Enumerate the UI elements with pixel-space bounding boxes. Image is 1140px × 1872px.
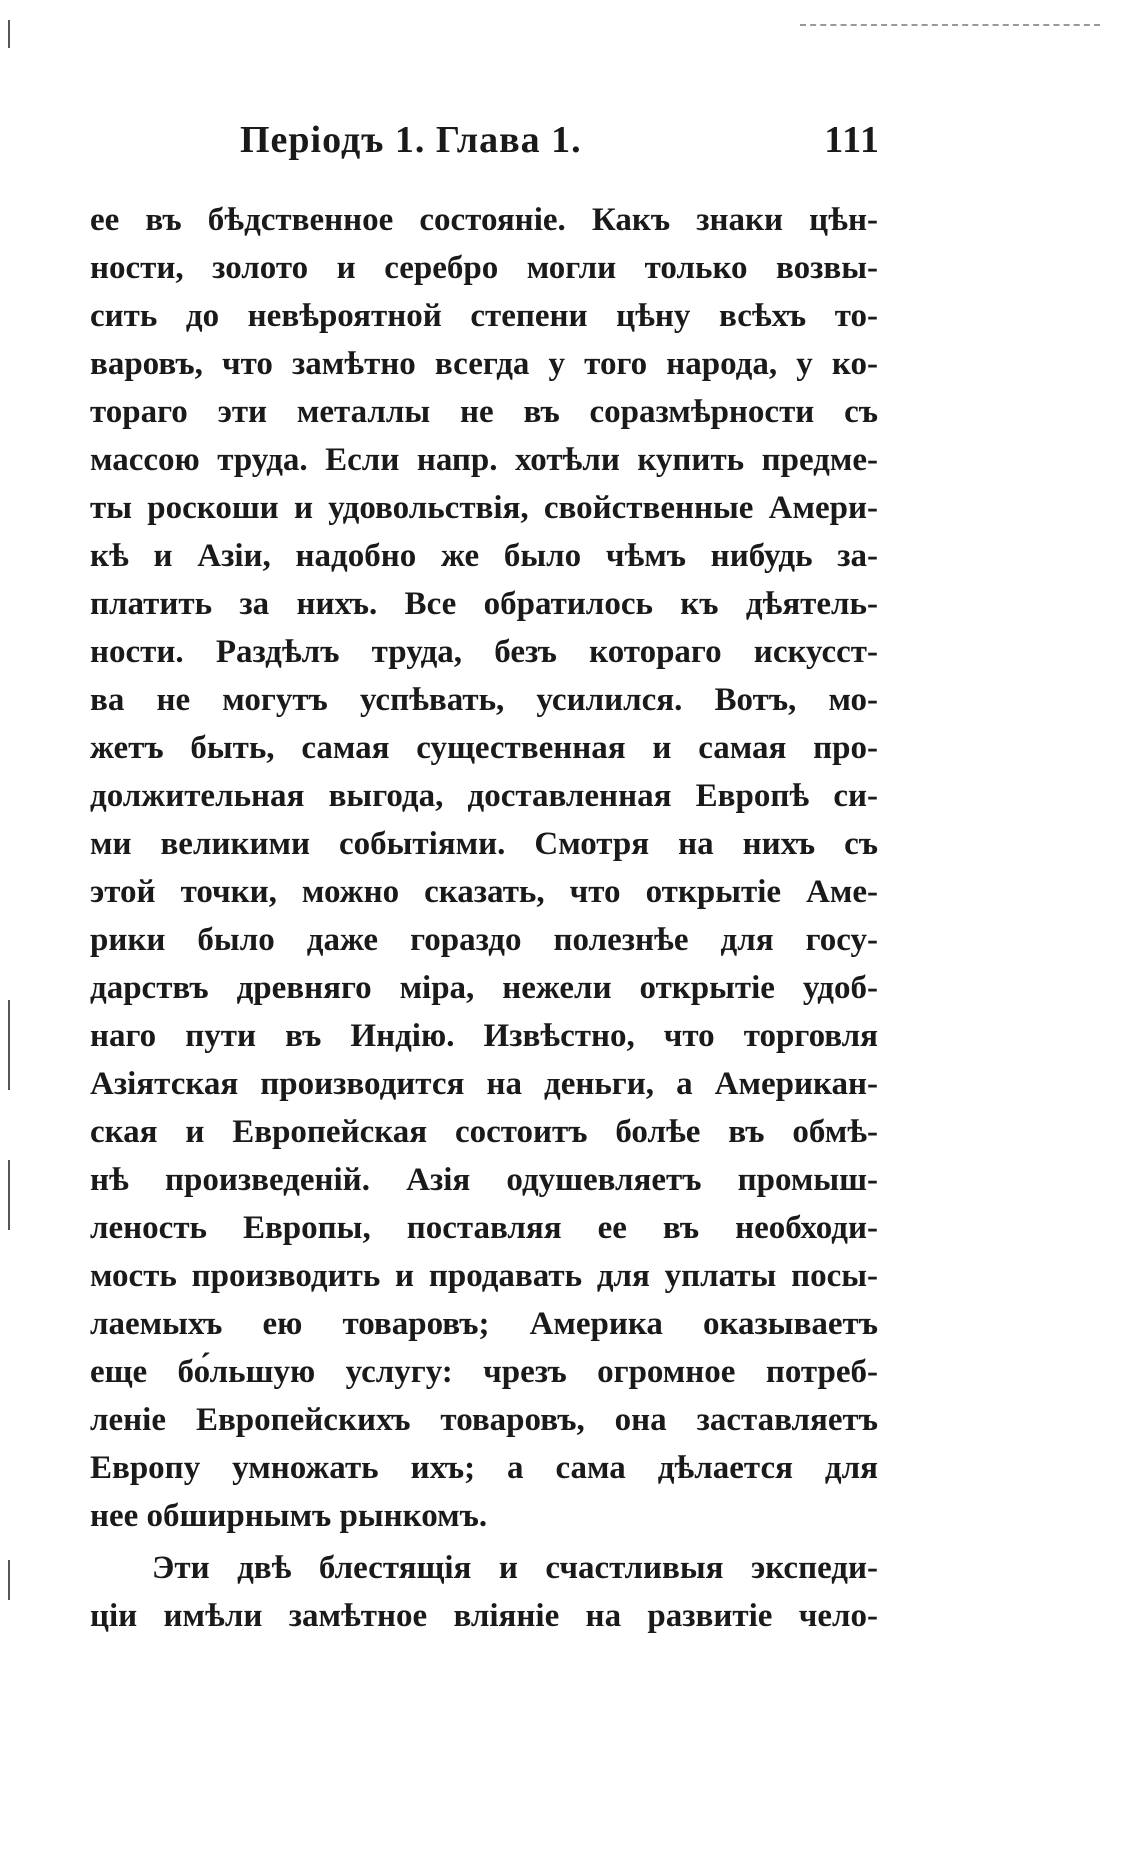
text-line: еще бо́льшую услугу: чрезъ огромное потреб- bbox=[90, 1354, 878, 1390]
paragraph bbox=[90, 196, 878, 1540]
text-line: ности. Раздѣлъ труда, безъ котораго искусст- bbox=[90, 634, 878, 670]
text-line: ва не могутъ успѣвать, усилился. Вотъ, мо- bbox=[90, 682, 878, 718]
text-line: мость производить и продавать для уплаты посы- bbox=[90, 1258, 878, 1294]
text-line: ская и Европейская состоитъ болѣе въ обмѣ- bbox=[90, 1114, 878, 1150]
text-line: ности, золото и серебро могли только возвы- bbox=[90, 250, 878, 286]
text-line: этой точки, можно сказать, что открытіе Аме- bbox=[90, 874, 878, 910]
text-line: ціи имѣли замѣтное вліяніе на развитіе чело- bbox=[90, 1598, 878, 1634]
text-line: Эти двѣ блестящія и счастливыя экспеди- bbox=[152, 1550, 878, 1586]
body-text bbox=[90, 196, 878, 1640]
text-line: дарствъ древняго міра, нежели открытіе удоб- bbox=[90, 970, 878, 1006]
text-line: рики было даже гораздо полезнѣе для госу- bbox=[90, 922, 878, 958]
running-head bbox=[240, 118, 880, 168]
text-line: нее обширнымъ рынкомъ. bbox=[90, 1498, 488, 1534]
text-line: Азіятская производится на деньги, а Американ- bbox=[90, 1066, 878, 1102]
text-line: лаемыхъ ею товаровъ; Америка оказываетъ bbox=[90, 1306, 878, 1342]
scan-edge-mark bbox=[8, 1000, 10, 1090]
text-line: леніе Европейскихъ товаровъ, она заставляетъ bbox=[90, 1402, 878, 1438]
page-number: 111 bbox=[824, 119, 880, 161]
text-line: нѣ произведеній. Азія одушевляетъ промыш- bbox=[90, 1162, 878, 1198]
scan-edge-mark bbox=[8, 1560, 10, 1600]
text-line: массою труда. Если напр. хотѣли купить предме- bbox=[90, 442, 878, 478]
text-line: ми великими событіями. Смотря на нихъ съ bbox=[90, 826, 878, 862]
scan-top-rule bbox=[800, 24, 1100, 26]
text-line: ты роскоши и удовольствія, свойственные Амери- bbox=[90, 490, 878, 526]
text-line: ее въ бѣдственное состояніе. Какъ знаки цѣн- bbox=[90, 202, 878, 238]
scan-edge-mark bbox=[8, 1160, 10, 1230]
text-line: кѣ и Азіи, надобно же было чѣмъ нибудь за- bbox=[90, 538, 878, 574]
text-line: сить до невѣроятной степени цѣну всѣхъ то- bbox=[90, 298, 878, 334]
text-line: Европу умножать ихъ; а сама дѣлается для bbox=[90, 1450, 878, 1486]
text-line: должительная выгода, доставленная Европѣ си- bbox=[90, 778, 878, 814]
text-line: платить за нихъ. Все обратилось къ дѣятель- bbox=[90, 586, 878, 622]
text-line: тораго эти металлы не въ соразмѣрности съ bbox=[90, 394, 878, 430]
paragraph bbox=[90, 1544, 878, 1640]
text-line: варовъ, что замѣтно всегда у того народа, у ко- bbox=[90, 346, 878, 382]
text-line: леность Европы, поставляя ее въ необходи- bbox=[90, 1210, 878, 1246]
text-line: жетъ быть, самая существенная и самая про- bbox=[90, 730, 878, 766]
text-line: наго пути въ Индію. Извѣстно, что торговля bbox=[90, 1018, 878, 1054]
chapter-heading: Періодъ 1. Глава 1. bbox=[240, 119, 582, 161]
scan-edge-mark bbox=[8, 20, 10, 48]
